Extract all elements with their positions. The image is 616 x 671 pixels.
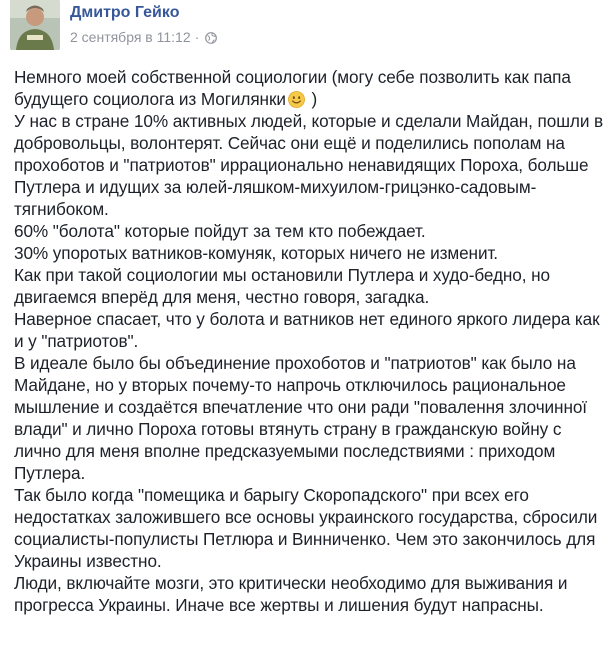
post-header [10, 0, 606, 50]
post-paragraph: 60% "болота" которые пойдут за тем кто побеждает. [14, 221, 426, 241]
post-paragraph: В идеале было бы объединение прохоботов и "патриотов" как было на Майдане, но у вторых почему-то напрочь отключилось рациональное мышление и создаётся впечатление что они ради "повалення злочинної влади" и лично Пороха готовы втянуть страну в гражданскую войну с лично для меня вполне предсказуемыми последствиями : приходом Путлера. [14, 353, 587, 483]
post-paragraph: Так было когда "помещика и барыгу Скоропадского" при всех его недостатках заложившего все основы украинского государства, сбросили социалисты-популисты Петлюра и Винниченко. Чем это закончилось для Украины известно. [14, 485, 598, 571]
author-name-link[interactable]: Дмитро Гейко [70, 4, 180, 21]
post-paragraph: Немного моей собственной социологии (могу себе позволить как папа будущего социолога из Могилянки ) [14, 67, 571, 109]
post-paragraph: У нас в стране 10% активных людей, которые и сделали Майдан, пошли в добровольцы, волонтерят. Сейчас они ещё и поделились пополам на прохоботов и "патриотов" иррационально ненавидящих Пороха, больше Путлера и идущих за юлей-ляшком-михуилом-грицэнко-садовым-тягнибоком. [14, 111, 604, 219]
post-paragraph: Наверное спасает, что у болота и ватников нет единого яркого лидера как и у "патриотов". [14, 309, 600, 351]
profile-photo [10, 0, 60, 50]
post-paragraph: 30% упоротых ватников-комуняк, которых ничего не изменит. [14, 243, 498, 263]
post-meta [70, 29, 217, 45]
post-timestamp[interactable]: 2 сентября в 11:12 [70, 29, 191, 45]
smile-emoji-icon [288, 91, 305, 108]
globe-icon[interactable] [205, 31, 217, 43]
post-paragraph: Как при такой социологии мы остановили Путлера и худо-бедно, но двигаемся вперёд для меня, честно говоря, загадка. [14, 265, 550, 307]
author-avatar[interactable] [10, 0, 60, 50]
post-paragraph: Люди, включайте мозги, это критически необходимо для выживания и прогресса Украины. Иначе все жертвы и лишения будут напрасны. [14, 573, 568, 615]
post-body [14, 66, 610, 616]
meta-separator: · [194, 29, 200, 45]
